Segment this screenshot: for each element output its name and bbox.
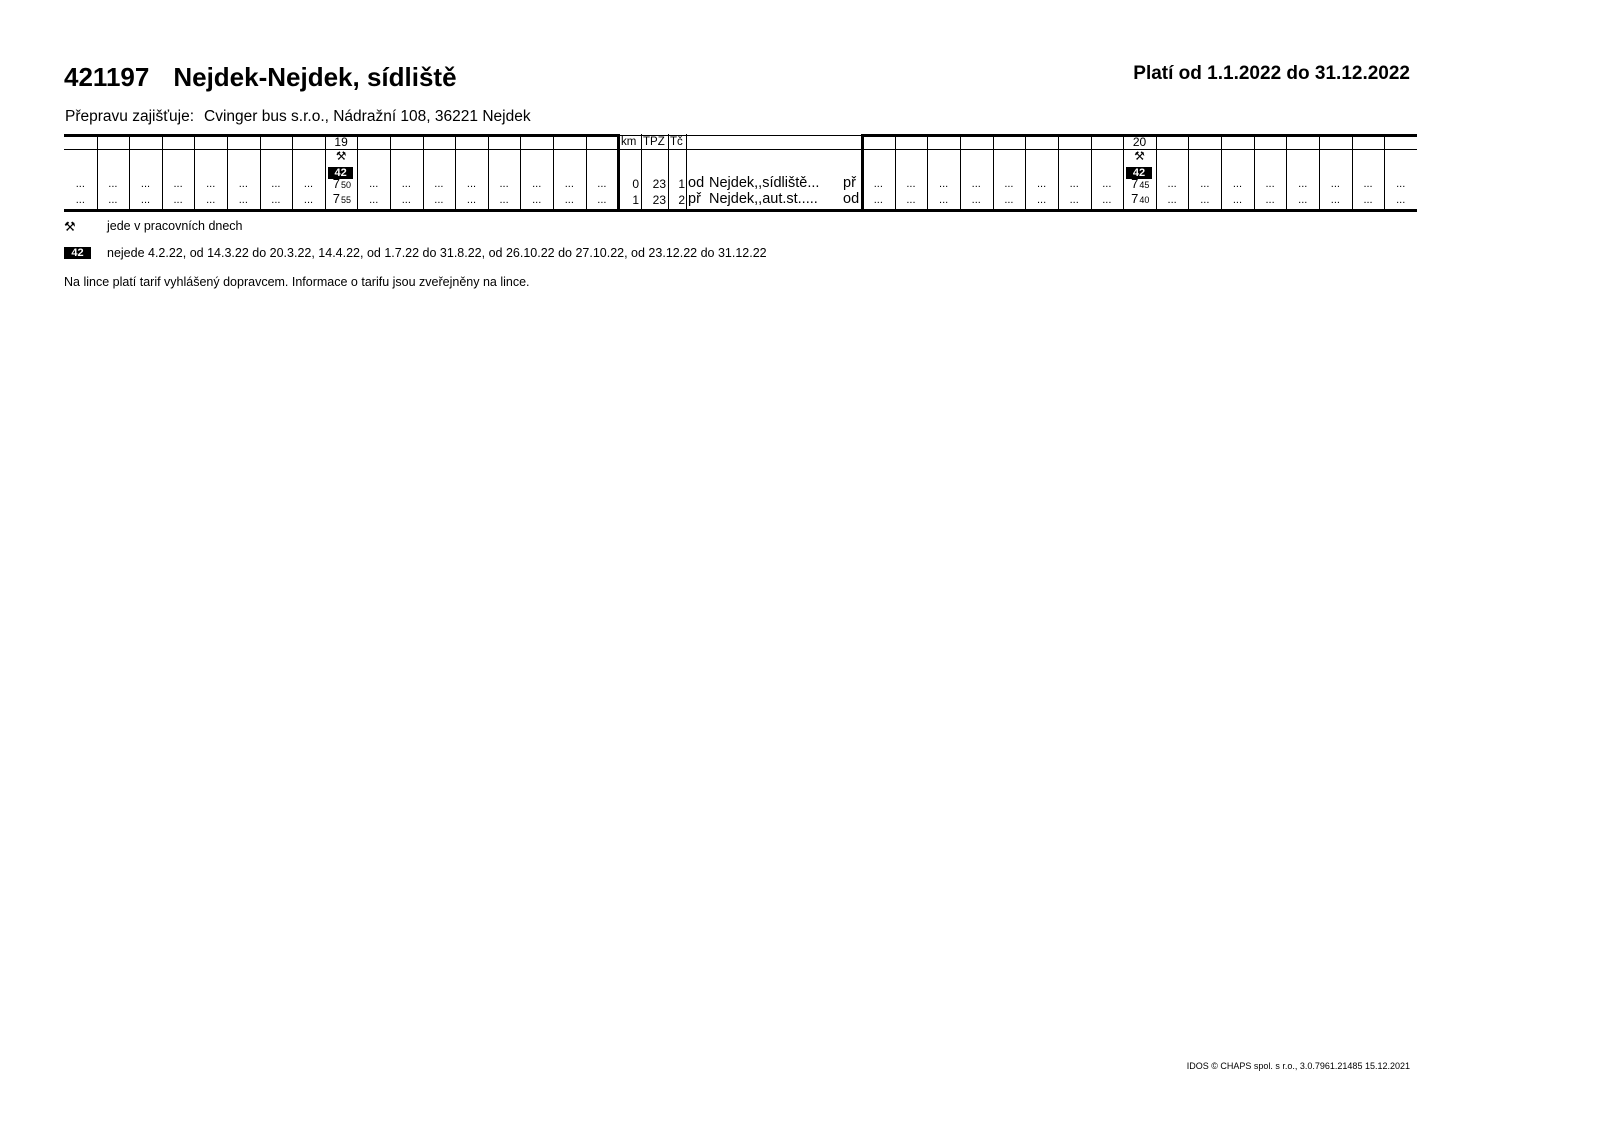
col-tc-header: Tč	[670, 136, 683, 148]
stop-tc: 1	[678, 177, 685, 191]
stop-direction-left: př	[688, 191, 701, 207]
trip-placeholder: ...	[271, 178, 281, 190]
left-badge-42: 42	[328, 167, 354, 179]
right-time-row2-min: 40	[1139, 195, 1150, 205]
trip-placeholder: ...	[434, 178, 444, 190]
stop-direction-right: od	[843, 191, 860, 207]
trip-placeholder: ...	[1069, 194, 1079, 206]
trip-placeholder: ...	[564, 178, 574, 190]
trip-placeholder: ...	[939, 194, 949, 206]
trip-placeholder: ...	[369, 194, 379, 206]
trip-placeholder: ...	[1298, 194, 1308, 206]
trip-placeholder: ...	[238, 178, 248, 190]
right-time-row1	[1131, 177, 1149, 192]
trip-placeholder: ...	[499, 178, 509, 190]
stop-km: 1	[632, 193, 639, 207]
trip-placeholder: ...	[238, 194, 248, 206]
trip-placeholder: ...	[939, 178, 949, 190]
trip-placeholder: ...	[1036, 178, 1047, 190]
trip-placeholder: ...	[1232, 194, 1243, 206]
note-exceptions: nejede 4.2.22, od 14.3.22 do 20.3.22, 14.4.22, od 1.7.22 do 31.8.22, od 26.10.22 do 27.10.22, od 23.12.22 do 31.12.22	[107, 246, 767, 260]
stop-direction-left: od	[688, 175, 705, 191]
trip-placeholder: ...	[1265, 178, 1275, 190]
trip-placeholder: ...	[75, 194, 85, 206]
trip-placeholder: ...	[108, 194, 118, 206]
right-time-row1-min: 45	[1139, 180, 1150, 190]
left-time-row1	[333, 177, 351, 192]
col-km-header: km	[621, 136, 637, 148]
col-tpz-header: TPZ	[643, 136, 665, 148]
trip-placeholder: ...	[597, 194, 607, 206]
right-time-row1-hour: 7	[1131, 176, 1139, 191]
trip-placeholder: ...	[466, 178, 477, 190]
trip-placeholder: ...	[1330, 178, 1340, 190]
left-hammer-icon: ⚒	[335, 149, 347, 163]
trip-placeholder: ...	[1069, 178, 1079, 190]
trip-placeholder: ...	[434, 194, 444, 206]
trip-placeholder: ...	[971, 178, 981, 190]
left-time-row1-min: 50	[341, 180, 352, 190]
stop-tc: 2	[678, 193, 685, 207]
col-divider	[686, 134, 687, 209]
trip-placeholder: ...	[597, 178, 607, 190]
trip-placeholder: ...	[1167, 194, 1177, 206]
trip-placeholder: ...	[1004, 194, 1014, 206]
trip-placeholder: ...	[1363, 178, 1373, 190]
trip-placeholder: ...	[1200, 178, 1210, 190]
left-trip-number: 19	[334, 135, 348, 149]
trip-placeholder: ...	[532, 194, 542, 206]
trip-placeholder: ...	[1265, 194, 1275, 206]
trip-placeholder: ...	[1004, 178, 1014, 190]
trip-placeholder: ...	[206, 194, 216, 206]
trip-placeholder: ...	[873, 194, 883, 206]
right-badge-42: 42	[1126, 167, 1152, 179]
trip-placeholder: ...	[206, 178, 216, 190]
trip-placeholder: ...	[1200, 194, 1210, 206]
trip-placeholder: ...	[873, 178, 883, 190]
trip-placeholder: ...	[140, 194, 151, 206]
operator-label: Přepravu zajišťuje:	[65, 108, 195, 125]
trip-placeholder: ...	[1102, 178, 1112, 190]
trip-placeholder: ...	[75, 178, 85, 190]
stop-tpz: 23	[652, 193, 666, 207]
left-time-row2-hour: 7	[332, 191, 341, 206]
trip-placeholder: ...	[1363, 194, 1373, 206]
right-hammer-icon: ⚒	[1134, 149, 1145, 163]
trip-placeholder: ...	[499, 194, 509, 206]
stop-direction-right: př	[843, 175, 856, 191]
trip-placeholder: ...	[303, 178, 314, 190]
left-time-row2	[333, 192, 351, 207]
trip-placeholder: ...	[369, 178, 379, 190]
validity-period: Platí od 1.1.2022 do 31.12.2022	[1133, 63, 1410, 84]
trip-placeholder: ...	[173, 194, 183, 206]
footer-copyright: IDOS © CHAPS spol. s r.o., 3.0.7961.21485 15.12.2021	[1186, 1061, 1410, 1071]
note-workdays: jede v pracovních dnech	[107, 219, 243, 233]
workday-hammer-icon: ⚒	[64, 219, 76, 234]
trip-placeholder: ...	[971, 194, 981, 206]
stop-name: Nejdek,,sídliště...	[709, 175, 820, 191]
trip-placeholder: ...	[906, 194, 916, 206]
trip-placeholder: ...	[1232, 178, 1243, 190]
trip-placeholder: ...	[466, 194, 477, 206]
trip-placeholder: ...	[401, 194, 411, 206]
trip-placeholder: ...	[140, 178, 151, 190]
trip-placeholder: ...	[173, 178, 183, 190]
tariff-note: Na lince platí tarif vyhlášený dopravcem. Informace o tarifu jsou zveřejněny na lince.	[64, 275, 530, 289]
trip-placeholder: ...	[401, 178, 411, 190]
right-time-row2	[1131, 192, 1149, 207]
trip-placeholder: ...	[108, 178, 118, 190]
right-trip-number: 20	[1132, 135, 1147, 149]
trip-placeholder: ...	[303, 194, 314, 206]
stop-name: Nejdek,,aut.st.....	[709, 191, 818, 207]
operator-name: Cvinger bus s.r.o., Nádražní 108, 36221 Nejdek	[204, 108, 531, 125]
trip-placeholder: ...	[1036, 194, 1047, 206]
operator-info	[65, 108, 531, 126]
trip-placeholder: ...	[1396, 178, 1406, 190]
page-title	[64, 62, 457, 93]
stop-km: 0	[632, 177, 639, 191]
trip-placeholder: ...	[564, 194, 574, 206]
trip-placeholder: ...	[1102, 194, 1112, 206]
rule-bottom	[64, 209, 1417, 212]
rule-header	[64, 149, 1417, 150]
trip-placeholder: ...	[1167, 178, 1177, 190]
left-time-row2-min: 55	[341, 195, 352, 205]
trip-placeholder: ...	[532, 178, 542, 190]
line-name: Nejdek-Nejdek, sídliště	[173, 62, 457, 92]
trip-placeholder: ...	[906, 178, 916, 190]
trip-placeholder: ...	[1298, 178, 1308, 190]
left-time-row1-hour: 7	[332, 176, 341, 191]
trip-placeholder: ...	[1330, 194, 1340, 206]
line-number: 421197	[64, 62, 150, 92]
trip-placeholder: ...	[1396, 194, 1406, 206]
note-42-badge: 42	[64, 247, 91, 259]
trip-placeholder: ...	[271, 194, 281, 206]
stop-tpz: 23	[652, 177, 666, 191]
right-time-row2-hour: 7	[1131, 191, 1139, 206]
